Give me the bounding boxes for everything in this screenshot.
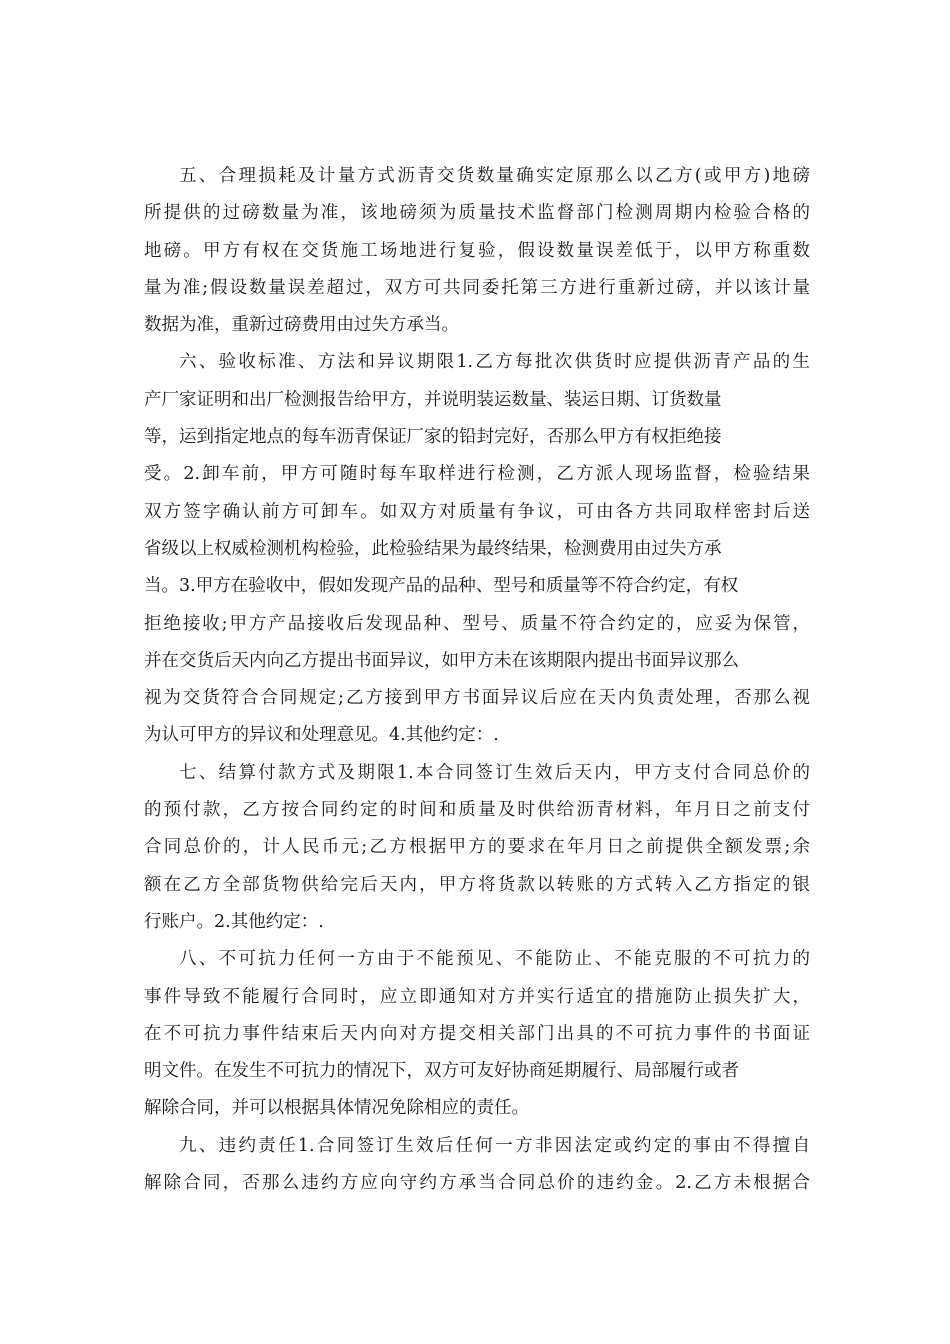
text-line: 等，运到指定地点的每车沥青保证厂家的铅封完好，否那么甲方有权拒绝接 bbox=[144, 427, 722, 448]
paragraph-section-8 bbox=[144, 941, 810, 1127]
text-line: 的预付款，乙方按合同约定的时间和质量及时供给沥青材料，年月日之前支付 bbox=[144, 800, 810, 821]
text-line: 当。3.甲方在验收中，假如发现产品的品种、型号和质量等不符合约定，有权 bbox=[144, 576, 739, 597]
text-line: 五、合理损耗及计量方式沥青交货数量确实定原那么以乙方(或甲方)地磅 bbox=[179, 166, 810, 186]
text-line: 地磅。甲方有权在交货施工场地进行复验，假设数量误差低于，以甲方称重数 bbox=[144, 240, 810, 261]
text-line: 解除合同，否那么违约方应向守约方承当合同总价的违约金。2.乙方未根据合 bbox=[144, 1173, 810, 1194]
text-line: 明文件。在发生不可抗力的情况下，双方可友好协商延期履行、局部履行或者 bbox=[144, 1061, 739, 1082]
text-line: 拒绝接收;甲方产品接收后发现品种、型号、质量不符合约定的，应妥为保管， bbox=[144, 613, 810, 634]
text-line: 并在交货后天内向乙方提出书面异议，如甲方未在该期限内提出书面异议那么 bbox=[144, 650, 739, 671]
paragraph-section-6 bbox=[144, 344, 810, 754]
text-line: 解除合同，并可以根据具体情况免除相应的责任。 bbox=[144, 1098, 529, 1119]
text-line: 所提供的过磅数量为准，该地磅须为质量技术监督部门检测周期内检验合格的 bbox=[144, 203, 810, 224]
text-line: 七、结算付款方式及期限1.本合同签订生效后天内，甲方支付合同总价的 bbox=[179, 762, 810, 783]
text-line: 事件导致不能履行合同时，应立即通知对方并实行适宜的措施防止损失扩大， bbox=[144, 986, 810, 1007]
text-line: 六、验收标准、方法和异议期限1.乙方每批次供货时应提供沥青产品的生 bbox=[179, 352, 810, 373]
text-line: 视为交货符合合同规定;乙方接到甲方书面异议后应在天内负责处理，否那么视 bbox=[144, 688, 810, 709]
document-body bbox=[144, 158, 810, 1202]
text-line: 省级以上权威检测机构检验，此检验结果为最终结果，检测费用由过失方承 bbox=[144, 538, 722, 559]
text-line: 产厂家证明和出厂检测报告给甲方，并说明装运数量、装运日期、订货数量 bbox=[144, 389, 722, 410]
paragraph-section-7 bbox=[144, 755, 810, 941]
text-line: 合同总价的，计人民币元;乙方根据甲方的要求在年月日之前提供全额发票;余 bbox=[144, 837, 810, 858]
text-line: 受。2.卸车前，甲方可随时每车取样进行检测，乙方派人现场监督，检验结果 bbox=[144, 464, 810, 485]
text-line: 八、不可抗力任何一方由于不能预见、不能防止、不能克服的不可抗力的 bbox=[179, 949, 810, 970]
text-line: 数据为准，重新过磅费用由过失方承当。 bbox=[144, 315, 459, 336]
text-line: 量为准;假设数量误差超过，双方可共同委托第三方进行重新过磅，并以该计量 bbox=[144, 277, 810, 298]
paragraph-section-5 bbox=[144, 158, 810, 344]
text-line: 额在乙方全部货物供给完后天内，甲方将货款以转账的方式转入乙方指定的银 bbox=[144, 874, 810, 895]
text-line: 九、违约责任1.合同签订生效后任何一方非因法定或约定的事由不得擅自 bbox=[179, 1135, 810, 1156]
text-line: 为认可甲方的异议和处理意见。4.其他约定：. bbox=[144, 725, 499, 746]
text-line: 双方签字确认前方可卸车。如双方对质量有争议，可由各方共同取样密封后送 bbox=[144, 501, 810, 522]
text-line: 在不可抗力事件结束后天内向对方提交相关部门出具的不可抗力事件的书面证 bbox=[144, 1023, 810, 1044]
paragraph-section-9 bbox=[144, 1128, 810, 1203]
text-line: 行账户。2.其他约定：. bbox=[144, 911, 324, 932]
